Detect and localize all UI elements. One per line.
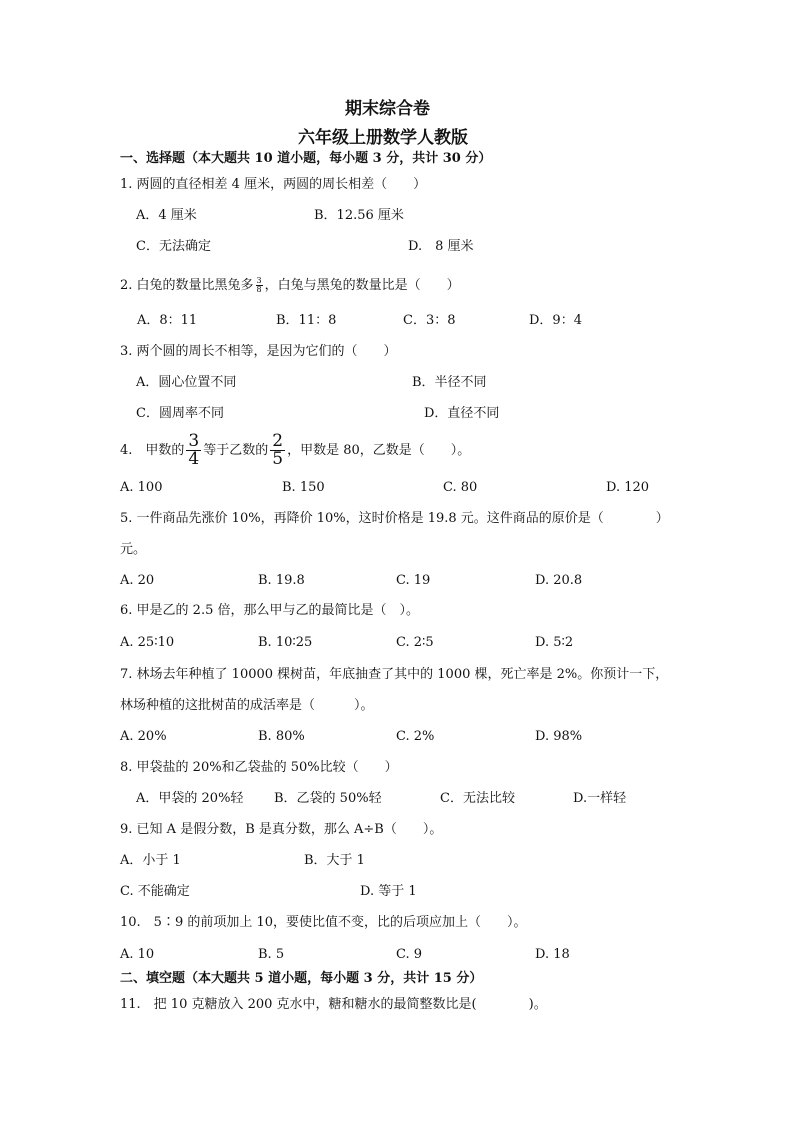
question-7-option-a: A. 20% [120,729,167,744]
question-5-stem-continued: 元。 [120,542,147,557]
doc-subtitle: 六年级上册数学人教版 [298,128,468,148]
fraction-denominator: 5 [272,449,284,469]
section-heading-fill-in: 二、填空题（本大题共 5 道小题，每小题 3 分，共计 15 分） [120,971,483,986]
question-1-option-c: C．无法确定 [136,239,211,254]
question-7-stem: 7. 林场去年种植了 10000 棵树苗，年底抽查了其中的 1000 棵，死亡率是 2%。你预计一下， [120,667,669,682]
fraction-three-quarters [186,433,201,468]
question-9-option-b: B．大于 1 [304,853,365,868]
question-9-option-d: D. 等于 1 [360,884,417,899]
question-1-option-a: A．4 厘米 [136,208,197,223]
question-1-option-d: D. 8 厘米 [408,239,474,254]
question-7-option-b: B. 80% [258,729,305,744]
question-5-stem: 5. 一件商品先涨价 10%，再降价 10%，这时价格是 19.8 元。这件商品的原价是（ ） [120,511,669,526]
question-2-option-d: D．9：4 [529,313,582,328]
question-10-option-a: A. 10 [120,947,155,962]
question-5-option-c: C. 19 [396,573,431,588]
question-9-option-c: C. 不能确定 [120,884,190,899]
fraction-numerator: 2 [272,431,284,451]
question-2-option-b: B．11：8 [276,313,337,328]
question-4-stem-prefix: 4. 甲数的 [120,443,185,458]
question-3-option-d: D．直径不同 [424,406,500,421]
section-heading-choice: 一、选择题（本大题共 10 道小题，每小题 3 分，共计 30 分） [120,151,492,166]
question-10-option-c: C. 9 [396,947,423,962]
question-6-option-b: B. 10∶25 [258,635,313,650]
fraction-denominator: 8 [256,285,262,294]
question-8-option-d: D.一样轻 [573,791,627,806]
question-4-option-b: B. 150 [282,480,325,495]
question-6-option-d: D. 5∶2 [535,635,574,650]
question-7-stem-continued: 林场种植的这批树苗的成活率是（ ）。 [120,698,374,713]
question-8-option-b: B．乙袋的 50%轻 [274,791,382,806]
question-1-stem: 1. 两圆的直径相差 4 厘米，两圆的周长相差（ ） [120,177,427,192]
question-2-option-c: C．3：8 [403,313,456,328]
question-5-option-d: D. 20.8 [535,573,583,588]
question-4-stem [120,432,470,470]
question-3-option-a: A．圆心位置不同 [136,375,237,390]
question-6-option-a: A. 25∶10 [120,635,175,650]
question-3-option-b: B．半径不同 [412,375,487,390]
question-8-stem: 8. 甲袋盐的 20%和乙袋盐的 50%比较（ ） [120,760,398,775]
question-4-stem-middle: 等于乙数的 [203,443,269,458]
question-8-option-c: C．无法比较 [440,791,515,806]
question-9-stem: 9. 已知 A 是假分数，B 是真分数，那么 A÷B（ ）。 [120,822,443,837]
fraction-denominator: 4 [188,449,200,469]
question-1-option-b: B．12.56 厘米 [314,208,404,223]
question-6-stem: 6. 甲是乙的 2.5 倍，那么甲与乙的最简比是（ ）。 [120,603,419,618]
question-10-stem: 10. 5∶9 的前项加上 10，要使比值不变，比的后项应加上（ ）。 [120,915,527,930]
question-4-option-c: C. 80 [443,480,478,495]
question-2-stem-suffix: ，白兔与黑兔的数量比是（ ） [264,278,460,293]
question-4-option-a: A. 100 [120,480,163,495]
fraction-numerator: 3 [188,431,200,451]
question-6-option-c: C. 2∶5 [396,635,434,650]
question-7-option-d: D. 98% [535,729,583,744]
question-4-stem-suffix: ，甲数是 80，乙数是（ ）。 [287,443,471,458]
doc-title: 期末综合卷 [345,99,430,119]
question-3-option-c: C．圆周率不同 [136,406,224,421]
question-2-stem [120,277,460,295]
fraction-three-eighths [256,277,263,294]
question-10-option-d: D. 18 [535,947,570,962]
question-8-option-a: A．甲袋的 20%轻 [136,791,244,806]
question-4-option-d: D. 120 [606,480,650,495]
fraction-numerator: 3 [256,276,262,285]
fraction-two-fifths [270,433,285,468]
question-10-option-b: B. 5 [258,947,285,962]
question-11-stem: 11. 把 10 克糖放入 200 克水中，糖和糖水的最简整数比是( )。 [120,997,547,1012]
question-5-option-b: B. 19.8 [258,573,305,588]
question-7-option-c: C. 2% [396,729,435,744]
question-2-option-a: A．8：11 [137,313,198,328]
question-2-stem-prefix: 2. 白兔的数量比黑兔多 [120,278,254,293]
question-5-option-a: A. 20 [120,573,155,588]
question-9-option-a: A．小于 1 [120,853,181,868]
question-3-stem: 3. 两个圆的周长不相等，是因为它们的（ ） [120,344,397,359]
